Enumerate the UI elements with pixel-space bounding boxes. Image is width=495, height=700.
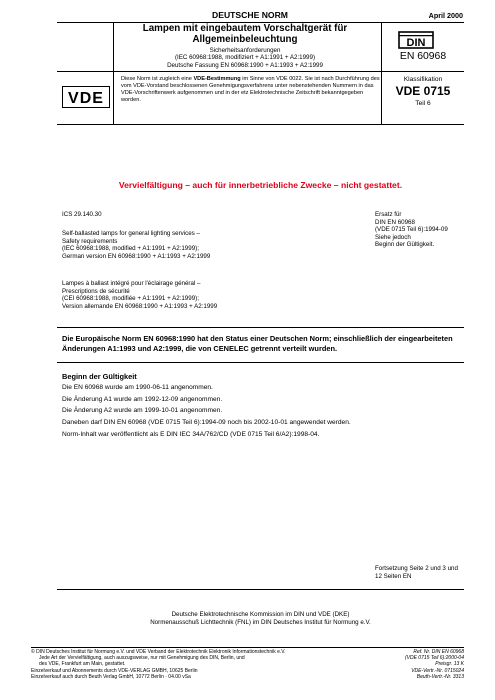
french-title-line: Lampes à ballast intégré pour l'éclairage général – [62, 280, 201, 287]
continued-line: Fortsetzung Seite 2 und 3 und [375, 565, 458, 572]
footer-ref-line: Preisgr. 13 K [435, 661, 464, 668]
classification-number: VDE 0715 [395, 84, 451, 98]
replaces-block [375, 211, 465, 249]
vde-logo-icon [62, 86, 110, 108]
vde-notice-rest: im Sinne von VDE 0022. Sie ist nach Durchführung des vom VDE-Vorstand beschlossenen Genehmigungsverfahrens unter nebenstehenden Nummern in das VDE-Vorschriftenwerk aufgenommen und in der etz Elektrotechnische Zeitschrift bekanntgegeben worden. [121, 76, 380, 103]
issue-date: April 2000 [428, 11, 463, 20]
french-title-line: (CEI 60968:1988, modifiée + A1:1991 + A2:1999); [62, 295, 199, 303]
title-main: Lampen mit eingebautem Vorschaltgerät für Allgemeinbeleuchtung [142, 23, 348, 45]
header-rule-bottom [57, 124, 464, 125]
classification [388, 76, 458, 108]
classification-part: Teil 6 [415, 100, 431, 107]
footer-left-line: Jede Art der Vervielfältigung, auch auszugsweise, nur mit Genehmigung des DIN, Berlin, und [39, 655, 245, 662]
french-title [62, 280, 322, 310]
din-number: EN 60968 [399, 51, 447, 62]
validity-line: Die Änderung A2 wurde am 1999-10-01 angenommen. [62, 407, 223, 415]
title-block [113, 24, 377, 69]
footer-ref-line: (VDE 0715 Teil 6):2000-04 [404, 655, 464, 662]
section-rule-validity [57, 362, 464, 363]
footer-ref-line: Beuth-Vertr.-Nr. 3313 [416, 673, 464, 680]
footer-ref-line: VDE-Vertr.-Nr. 0715024 [411, 667, 464, 674]
footer-rule [31, 647, 464, 648]
continued-note [375, 565, 475, 580]
english-title-line: Self-ballasted lamps for general lighting services – [62, 230, 200, 237]
continued-line: 12 Seiten EN [375, 572, 412, 580]
validity-line: Die Änderung A1 wurde am 1992-12-09 angenommen. [62, 395, 223, 403]
replaces-line: DIN EN 60968 [375, 218, 415, 226]
validity-line: Daneben darf DIN EN 60968 (VDE 0715 Teil 6):1994-09 noch bis 2002-10-01 angewendet werden. [62, 419, 351, 427]
commission-block [57, 611, 464, 626]
din-logo-text: DIN [406, 37, 426, 49]
english-title-line: German version EN 60968:1990 + A1:1993 + A2:1999 [62, 252, 211, 260]
din-logo [398, 31, 434, 49]
footer-left-line: des VDE, Frankfurt am Main, gestattet. [39, 661, 126, 668]
section-rule-commission [57, 589, 464, 590]
header-divider-left [113, 22, 114, 124]
validity-list [62, 384, 467, 439]
footer-left-line: © DIN Deutsches Institut für Normung e.V. und VDE Verband der Elektrotechnik Elektronik Informationstechnik e.V. [31, 649, 286, 655]
vde-logo [62, 86, 110, 108]
french-title-line: Prescriptions de sécurité [62, 287, 130, 295]
validity-heading: Beginn der Gültigkeit [62, 372, 137, 381]
footer-left-line: Einzelverkauf auch durch Beuth Verlag GmbH, 10772 Berlin · 04.00 vSa [31, 673, 191, 680]
footer-left [31, 649, 361, 680]
validity-line: Die EN 60968 wurde am 1990-06-11 angenommen. [62, 384, 213, 391]
replaces-line: Siehe jedoch [375, 233, 411, 241]
reproduction-warning: Vervielfältigung – auch für innerbetriebliche Zwecke – nicht gestattet. [118, 180, 403, 190]
section-rule-status [57, 327, 464, 328]
classification-label: Klassifikation [403, 76, 443, 83]
english-title-line: (IEC 60968:1988, modified + A1:1991 + A2:1999); [62, 245, 199, 253]
ics-code: ICS 29.140.30 [62, 211, 102, 218]
title-sub-version: Deutsche Fassung EN 60968:1990 + A1:1993 + A2:1999 [167, 61, 323, 69]
title-sub-requirements: Sicherheitsanforderungen [209, 46, 281, 54]
header-divider-right [381, 22, 382, 124]
english-title [62, 230, 322, 260]
english-title-line: Safety requirements [62, 237, 118, 245]
footer-right [354, 649, 464, 680]
validity-line: Norm-Inhalt war veröffentlicht als E DIN IEC 34A/762/CD (VDE 0715 Teil 6/A2):1998-04. [62, 430, 320, 438]
vde-logo-text: VDE [68, 90, 104, 107]
status-statement: Die Europäische Norm EN 60968:1990 hat den Status einer Deutschen Norm; einschließlich der eingearbeiteten Änderungen A1:1993 und A2:1999, die von CENELEC getrennt verteilt wurden. [62, 334, 453, 353]
commission-line: Deutsche Elektrotechnische Kommission im DIN und VDE (DKE) [171, 611, 350, 618]
footer-ref-line: Ref. Nr. DIN EN 60968 [413, 649, 464, 655]
vde-notice [121, 76, 381, 104]
vde-notice-bold: VDE-Bestimmung [193, 76, 241, 82]
din-logo-icon [398, 31, 434, 49]
vde-notice-prefix: Diese Norm ist zugleich eine [121, 76, 194, 82]
footer-left-line: Einzelverkauf und Abonnements durch VDE-VERLAG GMBH, 10625 Berlin [31, 667, 198, 674]
commission-line: Normenausschuß Lichttechnik (FNL) im DIN Deutsches Institut für Normung e.V. [150, 618, 371, 626]
replaces-line: Ersatz für [375, 211, 402, 218]
title-sub-iec: (IEC 60968:1988, modifiziert + A1:1991 + A2:1999) [175, 54, 315, 62]
replaces-line: Beginn der Gültigkeit. [375, 241, 435, 249]
norm-label: DEUTSCHE NORM [212, 10, 288, 20]
header-rule-middle [57, 71, 464, 72]
french-title-line: Version allemande EN 60968:1990 + A1:1993 + A2:1999 [62, 302, 218, 310]
replaces-line: (VDE 0715 Teil 6):1994-09 [375, 226, 448, 234]
